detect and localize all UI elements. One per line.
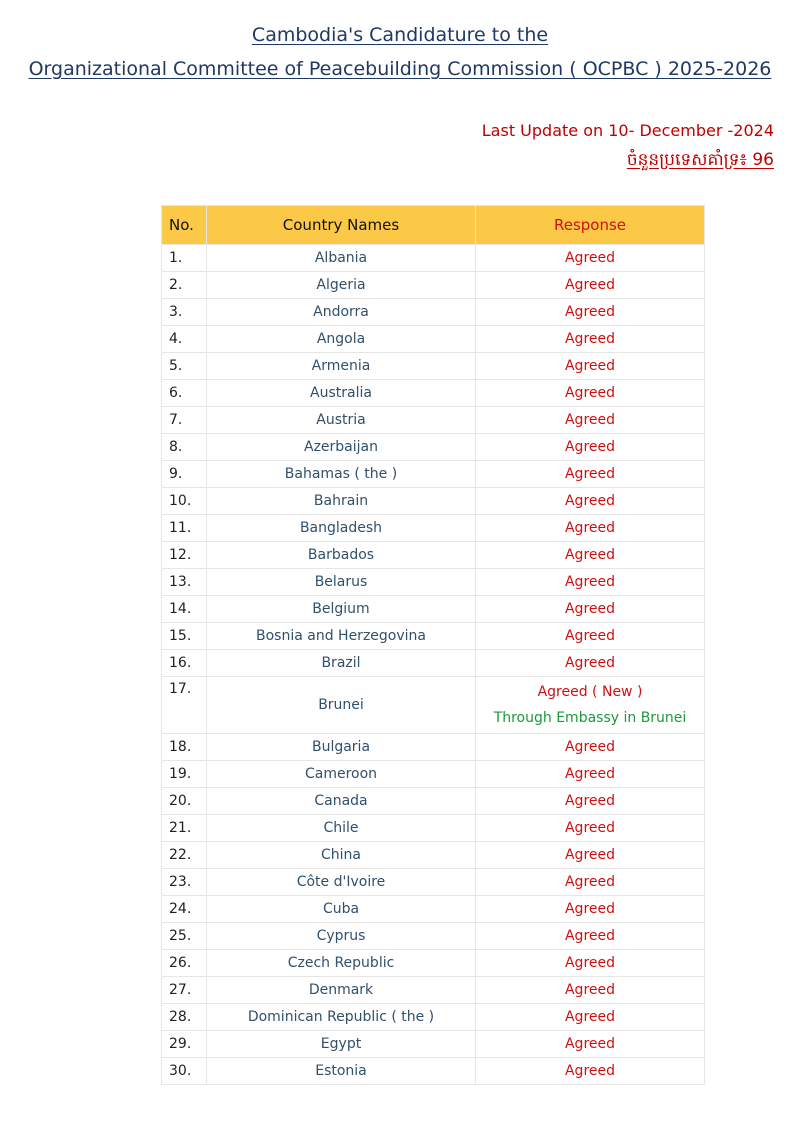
table-row (162, 407, 705, 434)
table-row (162, 788, 705, 815)
table-row (162, 896, 705, 923)
country-name: Bosnia and Herzegovina (207, 623, 476, 650)
row-number: 7. (162, 407, 207, 434)
response-cell: Agreed (476, 788, 705, 815)
country-name: Chile (207, 815, 476, 842)
country-name: Azerbaijan (207, 434, 476, 461)
country-name: Belarus (207, 569, 476, 596)
country-name: Bangladesh (207, 515, 476, 542)
table-row (162, 1004, 705, 1031)
country-name: Armenia (207, 353, 476, 380)
country-name: Bahrain (207, 488, 476, 515)
response-text: Agreed ( New ) (537, 684, 643, 700)
response-cell: Agreed (476, 896, 705, 923)
country-name: Austria (207, 407, 476, 434)
table-row (162, 272, 705, 299)
response-cell: Agreed (476, 869, 705, 896)
row-number: 6. (162, 380, 207, 407)
country-name: Barbados (207, 542, 476, 569)
table-row (162, 650, 705, 677)
table-row (162, 734, 705, 761)
country-name: Brunei (207, 677, 476, 734)
country-name: Bahamas ( the ) (207, 461, 476, 488)
response-cell: Agreed (476, 761, 705, 788)
country-name: Angola (207, 326, 476, 353)
table-row (162, 515, 705, 542)
table-row (162, 761, 705, 788)
table-row (162, 542, 705, 569)
table-row (162, 353, 705, 380)
row-number: 15. (162, 623, 207, 650)
country-name: Czech Republic (207, 950, 476, 977)
response-cell: Agreed (476, 461, 705, 488)
country-name: Andorra (207, 299, 476, 326)
table-row (162, 869, 705, 896)
row-number: 23. (162, 869, 207, 896)
country-name: Cyprus (207, 923, 476, 950)
row-number: 12. (162, 542, 207, 569)
table-header-row (162, 206, 705, 245)
response-cell: Agreed (476, 245, 705, 272)
country-name: Canada (207, 788, 476, 815)
response-cell: Agreed (476, 569, 705, 596)
response-cell: Agreed (476, 434, 705, 461)
country-response-table (161, 205, 705, 1085)
row-number: 1. (162, 245, 207, 272)
table-row (162, 569, 705, 596)
country-name: Bulgaria (207, 734, 476, 761)
table-row (162, 815, 705, 842)
table-row (162, 977, 705, 1004)
country-name: Albania (207, 245, 476, 272)
row-number: 17. (162, 677, 207, 734)
row-number: 19. (162, 761, 207, 788)
row-number: 18. (162, 734, 207, 761)
row-number: 21. (162, 815, 207, 842)
response-cell: Agreed (476, 923, 705, 950)
row-number: 3. (162, 299, 207, 326)
table-row (162, 596, 705, 623)
country-name: Algeria (207, 272, 476, 299)
table-row (162, 245, 705, 272)
row-number: 11. (162, 515, 207, 542)
last-update-text: Last Update on 10- December -2024 (481, 121, 774, 140)
country-name: Cuba (207, 896, 476, 923)
row-number: 2. (162, 272, 207, 299)
response-cell: Agreed (476, 380, 705, 407)
table-row (162, 461, 705, 488)
country-name: Australia (207, 380, 476, 407)
table-row (162, 380, 705, 407)
response-cell: Agreed (476, 1058, 705, 1085)
response-cell (476, 677, 705, 734)
row-number: 25. (162, 923, 207, 950)
row-number: 10. (162, 488, 207, 515)
table-row (162, 326, 705, 353)
response-cell: Agreed (476, 650, 705, 677)
table-row (162, 677, 705, 734)
response-cell: Agreed (476, 950, 705, 977)
response-cell: Agreed (476, 515, 705, 542)
response-note: Through Embassy in Brunei (493, 710, 687, 726)
row-number: 4. (162, 326, 207, 353)
table-row (162, 299, 705, 326)
country-name: Côte d'Ivoire (207, 869, 476, 896)
table-row (162, 488, 705, 515)
row-number: 20. (162, 788, 207, 815)
response-cell: Agreed (476, 299, 705, 326)
row-number: 24. (162, 896, 207, 923)
country-name: Dominican Republic ( the ) (207, 1004, 476, 1031)
response-cell: Agreed (476, 734, 705, 761)
table-row (162, 923, 705, 950)
response-cell: Agreed (476, 842, 705, 869)
country-name: Belgium (207, 596, 476, 623)
response-cell: Agreed (476, 353, 705, 380)
country-name: Cameroon (207, 761, 476, 788)
table-row (162, 434, 705, 461)
table-row (162, 1031, 705, 1058)
response-cell: Agreed (476, 272, 705, 299)
row-number: 14. (162, 596, 207, 623)
table-row (162, 623, 705, 650)
response-cell: Agreed (476, 596, 705, 623)
country-name: Brazil (207, 650, 476, 677)
response-cell: Agreed (476, 488, 705, 515)
response-cell: Agreed (476, 815, 705, 842)
table-body (162, 245, 705, 1085)
row-number: 22. (162, 842, 207, 869)
response-cell: Agreed (476, 326, 705, 353)
response-cell: Agreed (476, 623, 705, 650)
country-name: Estonia (207, 1058, 476, 1085)
document-title-line1: Cambodia's Candidature to the (251, 24, 549, 46)
header-country-names: Country Names (207, 206, 476, 245)
document-title-line2: Organizational Committee of Peacebuilding Commission ( OCPBC ) 2025-2026 (28, 58, 772, 80)
row-number: 28. (162, 1004, 207, 1031)
table-row (162, 950, 705, 977)
header-response: Response (476, 206, 705, 245)
row-number: 27. (162, 977, 207, 1004)
row-number: 5. (162, 353, 207, 380)
row-number: 16. (162, 650, 207, 677)
table-row (162, 1058, 705, 1085)
response-cell: Agreed (476, 1004, 705, 1031)
response-cell: Agreed (476, 407, 705, 434)
row-number: 9. (162, 461, 207, 488)
row-number: 8. (162, 434, 207, 461)
row-number: 26. (162, 950, 207, 977)
country-name: Egypt (207, 1031, 476, 1058)
response-cell: Agreed (476, 977, 705, 1004)
response-cell: Agreed (476, 1031, 705, 1058)
country-name: China (207, 842, 476, 869)
row-number: 29. (162, 1031, 207, 1058)
country-name: Denmark (207, 977, 476, 1004)
header-no: No. (162, 206, 207, 245)
row-number: 13. (162, 569, 207, 596)
row-number: 30. (162, 1058, 207, 1085)
supporting-countries-count: ចំនួនប្រទេសគាំទ្រ៖ 96 (626, 150, 774, 170)
table-row (162, 842, 705, 869)
response-cell: Agreed (476, 542, 705, 569)
